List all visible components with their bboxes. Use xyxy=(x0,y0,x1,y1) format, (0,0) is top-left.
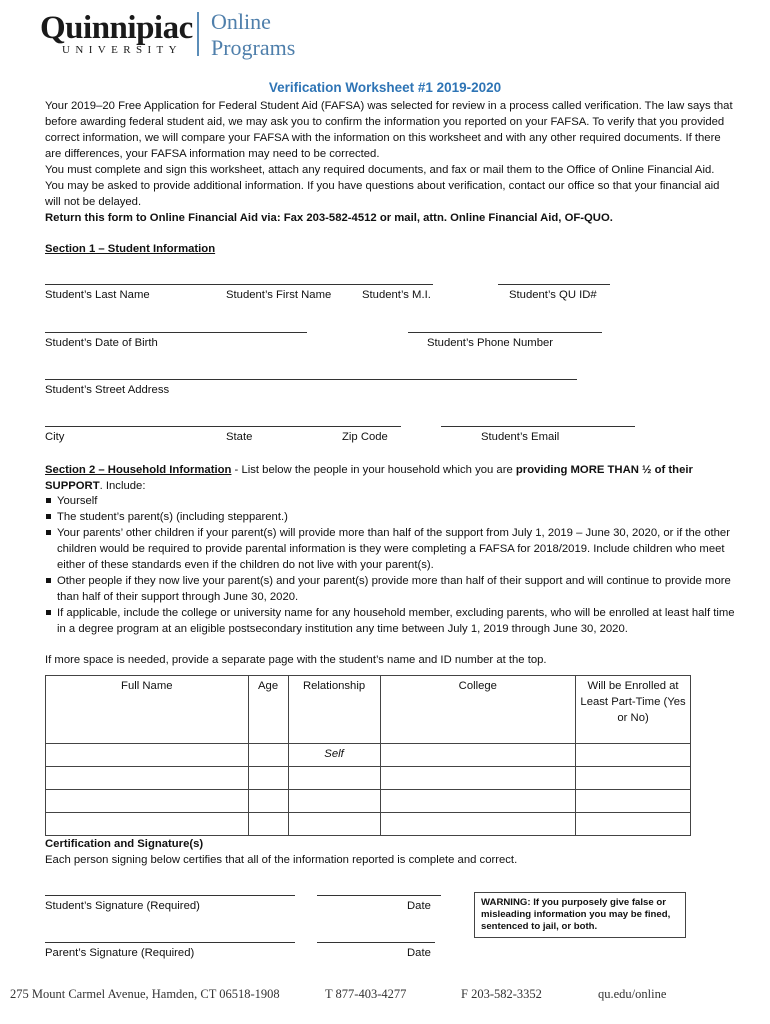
student-date-line[interactable] xyxy=(317,895,441,896)
bullet-icon xyxy=(46,514,51,519)
list-item-text: Your parents’ other children if your parent(s) will provide more than half of the support from July 1, 2019 – June 30, 2020, or if the other children would be required to provide parental information is they were completing a FAFSA for 2018/2019. Include children who meet either of these standards even if the children do not live with your parent(s). xyxy=(57,527,730,571)
email-line[interactable] xyxy=(441,426,635,427)
list-item-text: Yourself xyxy=(57,495,98,507)
list-item xyxy=(45,509,735,525)
table-cell[interactable] xyxy=(380,790,576,813)
table-cell[interactable] xyxy=(46,790,249,813)
qu-id-line[interactable] xyxy=(498,284,610,285)
list-item xyxy=(45,605,735,637)
bullet-icon xyxy=(46,498,51,503)
university-logo-name: Quinnipiac xyxy=(40,10,193,46)
section2-heading: Section 2 – Household Information xyxy=(45,464,232,476)
return-instructions: Return this form to Online Financial Aid via: Fax 203-582-4512 or mail, attn. Online Financial Aid, OF-QUO. xyxy=(45,212,613,224)
email-label: Student’s Email xyxy=(481,431,560,443)
student-signature-line[interactable] xyxy=(45,895,295,896)
footer-website[interactable]: qu.edu/online xyxy=(598,987,667,1001)
parent-date-label: Date xyxy=(407,947,431,959)
self-cell: Self xyxy=(288,744,380,767)
table-cell[interactable] xyxy=(46,744,249,767)
intro-paragraph-2: You must complete and sign this worksheet, attach any required documents, and fax or mail them to the Office of Online Financial Aid. You may be asked to provide additional information. If you have questions about verification, contact our office so that your financial aid will not be delayed. xyxy=(45,164,720,208)
footer-address: 275 Mount Carmel Avenue, Hamden, CT 06518-1908 xyxy=(10,987,280,1001)
table-cell[interactable] xyxy=(46,767,249,790)
header-age: Age xyxy=(248,676,288,744)
table-row xyxy=(46,744,691,767)
household-criteria-list xyxy=(45,493,735,637)
certification-heading: Certification and Signature(s) xyxy=(45,838,204,850)
header-college: College xyxy=(380,676,576,744)
logo-online: Online xyxy=(211,9,271,34)
header-enrolled: Will be Enrolled at Least Part-Time (Yes or No) xyxy=(576,676,691,744)
phone-line[interactable] xyxy=(408,332,602,333)
section2-lead-bold: providing MORE THAN ½ of their SUPPORT xyxy=(45,464,693,492)
city-label: City xyxy=(45,431,65,443)
online-programs-logo xyxy=(211,9,295,61)
mi-label: Student’s M.I. xyxy=(362,289,431,301)
footer-telephone: T 877-403-4277 xyxy=(325,987,407,1001)
table-cell[interactable] xyxy=(380,744,576,767)
list-item-text: If applicable, include the college or university name for any household member, excluding parents, who will be enrolled at least half time in a degree program at an eligible postsecondary institution any time between July 1, 2019 through June 30, 2020. xyxy=(57,607,735,635)
table-row xyxy=(46,813,691,836)
student-signature-label: Student’s Signature (Required) xyxy=(45,900,200,912)
street-line[interactable] xyxy=(45,379,577,380)
first-name-label: Student’s First Name xyxy=(226,289,332,301)
table-cell[interactable] xyxy=(46,813,249,836)
table-cell[interactable] xyxy=(248,813,288,836)
header-full-name: Full Name xyxy=(46,676,249,744)
table-cell[interactable] xyxy=(576,744,691,767)
list-item-text: Other people if they now live your parent(s) and your parent(s) provide more than half of their support and will continue to provide more than half of their support through June 30, 2020. xyxy=(57,575,731,603)
bullet-icon xyxy=(46,530,51,535)
table-cell[interactable] xyxy=(288,767,380,790)
logo-divider xyxy=(197,12,199,56)
table-header-row xyxy=(46,676,691,744)
table-row xyxy=(46,767,691,790)
qu-id-label: Student’s QU ID# xyxy=(509,289,597,301)
footer-fax: F 203-582-3352 xyxy=(461,987,542,1001)
table-cell[interactable] xyxy=(288,790,380,813)
warning-box: WARNING: If you purposely give false or misleading information you may be fined, sentenced to jail, or both. xyxy=(474,892,686,938)
university-logo-subtitle: UNIVERSITY xyxy=(62,44,182,56)
table-cell[interactable] xyxy=(248,744,288,767)
table-cell[interactable] xyxy=(288,813,380,836)
table-cell[interactable] xyxy=(248,790,288,813)
parent-signature-label: Parent’s Signature (Required) xyxy=(45,947,195,959)
street-label: Student’s Street Address xyxy=(45,384,170,396)
bullet-icon xyxy=(46,610,51,615)
bullet-icon xyxy=(46,578,51,583)
state-label: State xyxy=(226,431,253,443)
more-space-note: If more space is needed, provide a separate page with the student’s name and ID number at the top. xyxy=(45,654,547,666)
table-cell[interactable] xyxy=(576,767,691,790)
last-name-label: Student’s Last Name xyxy=(45,289,150,301)
section2-intro xyxy=(45,462,735,494)
table-cell[interactable] xyxy=(576,813,691,836)
list-item xyxy=(45,525,735,573)
parent-signature-line[interactable] xyxy=(45,942,295,943)
page-title: Verification Worksheet #1 2019-2020 xyxy=(268,80,502,95)
zip-label: Zip Code xyxy=(342,431,388,443)
list-item xyxy=(45,573,735,605)
table-cell[interactable] xyxy=(248,767,288,790)
table-row xyxy=(46,790,691,813)
name-line[interactable] xyxy=(45,284,433,285)
city-state-zip-line[interactable] xyxy=(45,426,401,427)
dob-line[interactable] xyxy=(45,332,307,333)
intro-paragraph-1: Your 2019–20 Free Application for Federal Student Aid (FAFSA) was selected for review in a process called verification. The law says that before awarding federal student aid, we may ask you to confirm the information you reported on your FAFSA. To verify that you provided correct information, we will compare your FAFSA with the information on this worksheet and with any other required documents. If there are differences, your FAFSA information may need to be corrected. xyxy=(45,100,733,160)
section1-heading: Section 1 – Student Information xyxy=(45,243,216,255)
list-item xyxy=(45,493,735,509)
dob-label: Student’s Date of Birth xyxy=(45,337,158,349)
table-cell[interactable] xyxy=(380,767,576,790)
parent-date-line[interactable] xyxy=(317,942,435,943)
logo-programs: Programs xyxy=(211,35,296,60)
student-date-label: Date xyxy=(407,900,431,912)
certification-text: Each person signing below certifies that all of the information reported is complete and correct. xyxy=(45,854,518,866)
phone-label: Student’s Phone Number xyxy=(427,337,554,349)
table-cell[interactable] xyxy=(380,813,576,836)
header-relationship: Relationship xyxy=(288,676,380,744)
household-table xyxy=(45,675,691,836)
table-cell[interactable] xyxy=(576,790,691,813)
list-item-text: The student’s parent(s) (including stepparent.) xyxy=(57,511,288,523)
section2-lead-end: . Include: xyxy=(99,480,146,492)
section2-lead: - List below the people in your household which you are xyxy=(231,464,516,476)
